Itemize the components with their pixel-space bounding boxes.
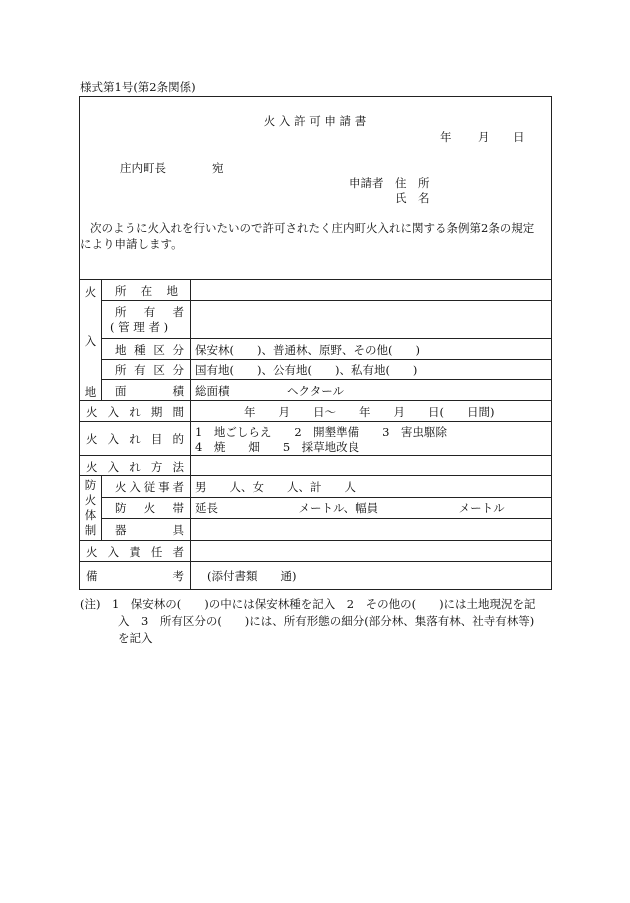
group-fire-system-3: 体 bbox=[84, 508, 97, 522]
purpose-line1[interactable]: 1 地ごしらえ 2 開墾準備 3 害虫駆除 bbox=[195, 425, 447, 439]
land-type-value[interactable]: 保安林( )、普通林、原野、その他( ) bbox=[195, 343, 420, 357]
row-rule bbox=[101, 379, 552, 380]
method-label: 火 入 れ 方 法 bbox=[86, 460, 184, 474]
purpose-label: 火 入 れ 目 的 bbox=[86, 432, 184, 446]
location-label: 所 在 地 bbox=[115, 284, 178, 298]
row-rule bbox=[79, 455, 552, 456]
row-rule bbox=[101, 518, 552, 519]
table-top-rule bbox=[79, 279, 552, 280]
manager-label: 火 入 責 任 者 bbox=[86, 545, 184, 559]
group-fire-system-2: 火 bbox=[84, 493, 97, 507]
row-rule bbox=[101, 359, 552, 360]
remarks-value[interactable]: (添付書類 通) bbox=[207, 569, 297, 583]
note-line2: 入 3 所有区分の( )には、所有形態の細分(部分林、集落有林、社寺有林等) bbox=[118, 614, 535, 628]
row-rule bbox=[79, 540, 552, 541]
date-year: 年 bbox=[440, 130, 452, 144]
form-title: 火 入 許 可 申 請 書 bbox=[263, 114, 367, 128]
period-label: 火 入 れ 期 間 bbox=[86, 405, 184, 419]
form-number: 様式第1号(第2条関係) bbox=[80, 80, 196, 94]
row-rule bbox=[101, 497, 552, 498]
row-rule bbox=[79, 561, 552, 562]
group-fire-place-3: 地 bbox=[84, 385, 97, 399]
note-line3: を記入 bbox=[118, 631, 153, 645]
owner-label: 所 有 者 bbox=[115, 305, 184, 319]
applicant-address-label: 住 所 bbox=[395, 176, 430, 190]
land-type-label: 地 種 区 分 bbox=[115, 343, 184, 357]
remarks-label: 備 考 bbox=[86, 569, 184, 583]
area-value[interactable]: 総面積 ヘクタール bbox=[195, 384, 345, 398]
group-fire-system-1: 防 bbox=[84, 478, 97, 492]
row-rule bbox=[79, 475, 552, 476]
ownership-value[interactable]: 国有地( )、公有地( )、私有地( ) bbox=[195, 363, 418, 377]
workers-value[interactable]: 男 人、女 人、計 人 bbox=[195, 480, 356, 494]
purpose-line2[interactable]: 4 焼 畑 5 採草地改良 bbox=[195, 440, 360, 454]
firebreak-value[interactable]: 延長 メートル、幅員 メートル bbox=[195, 501, 505, 515]
group-fire-system-4: 制 bbox=[84, 523, 97, 537]
workers-label: 火 入 従 事 者 bbox=[115, 480, 184, 494]
ownership-label: 所 有 区 分 bbox=[115, 363, 184, 377]
owner-sublabel: ( 管 理 者 ) bbox=[110, 320, 169, 334]
applicant-label: 申請者 bbox=[349, 176, 384, 190]
body-text-line2: により申請します。 bbox=[80, 237, 183, 251]
period-value[interactable]: 年 月 日〜 年 月 日( 日間) bbox=[244, 405, 495, 419]
row-rule bbox=[79, 421, 552, 422]
addressee-suffix: 宛 bbox=[212, 161, 224, 175]
row-rule bbox=[79, 400, 552, 401]
row-rule bbox=[101, 338, 552, 339]
column-rule bbox=[190, 279, 191, 590]
note-line1: (注) 1 保安林の( )の中には保安林種を記入 2 その他の( )には土地現況を記 bbox=[80, 597, 536, 611]
group-fire-place-2: 入 bbox=[84, 334, 97, 348]
date-month: 月 bbox=[478, 130, 490, 144]
group-fire-place-1: 火 bbox=[84, 285, 97, 299]
body-text-line1: 次のように火入れを行いたいので許可されたく庄内町火入れに関する条例第2条の規定 bbox=[90, 221, 535, 235]
addressee-name: 庄内町長 bbox=[120, 161, 166, 175]
area-label: 面 積 bbox=[115, 384, 184, 398]
tools-label: 器 具 bbox=[115, 523, 184, 537]
applicant-name-label: 氏 名 bbox=[395, 191, 430, 205]
row-rule bbox=[101, 300, 552, 301]
firebreak-label: 防 火 帯 bbox=[115, 501, 184, 515]
date-day: 日 bbox=[513, 130, 525, 144]
